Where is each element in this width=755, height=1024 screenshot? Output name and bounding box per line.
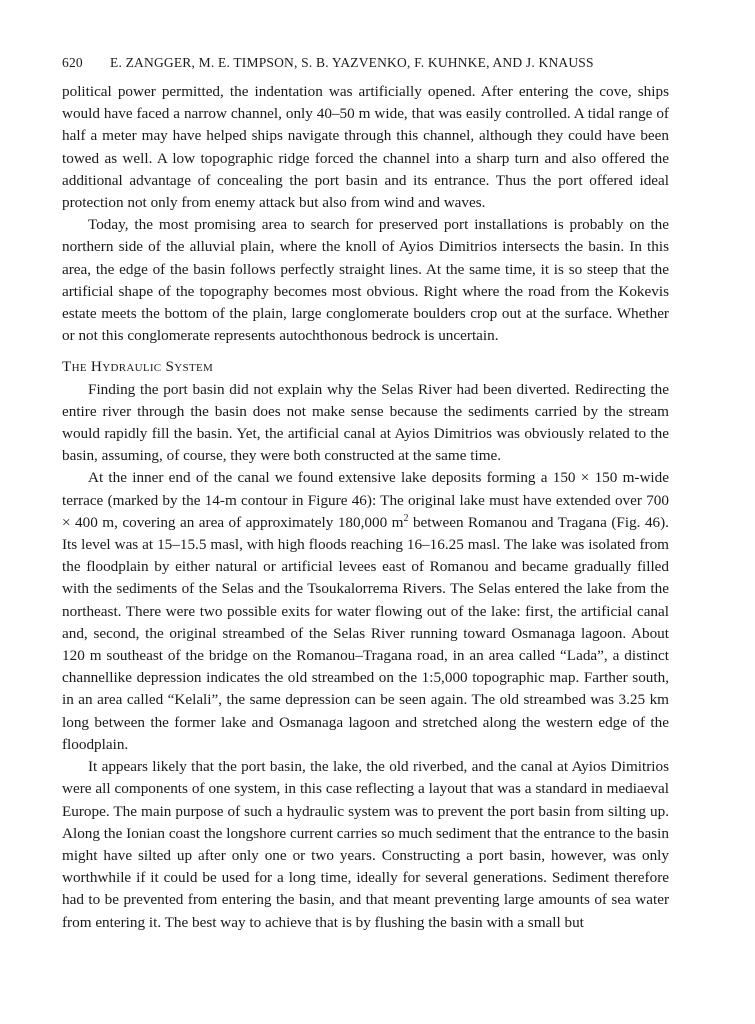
paragraph-hydraulic-system: It appears likely that the port basin, the lake, the old riverbed, and the canal at Ayios Dimitrios were all components of one system, in this case reflecting a layout that was a standard in mediaeval Europe. The main purpose of such a hydraulic system was to prevent the port basin from silting up. Along the Ionian coast the longshore current carries so much sediment that the entrance to the basin might have silted up after only one or two years. Constructing a port basin, however, was only worthwhile if it could be used for a long time, ideally for several generations. Sediment therefore had to be prevented from entering the basin, and that meant preventing large amounts of sea water from entering it. The best way to achieve that is by flushing the basin with a small but (62, 758, 669, 931)
lake-deposits-text-part2: between Romanou and Tragana (Fig. 46). Its level was at 15–15.5 masl, with high floods reaching 16–16.25 masl. The lake was isolated from the floodplain by either natural or artificial levees east of Romanou and became gradually filled with the sediments of the Selas and the Tsoukalorrema Rivers. The Selas entered the lake from the northeast. There were two possible exits for water flowing out of the lake: first, the artificial canal and, second, the original streambed of the Selas River running toward Osmanaga lagoon. About 120 m southeast of the bridge on the Romanou–Tragana road, in an area called “Lada”, a distinct channellike depression indicates the old streambed on the 1:5,000 topographic map. Farther south, in an area called “Kelali”, the same depression can be seen again. The old streambed was 3.25 km long between the former lake and Osmanaga lagoon and stretched along the western edge of the floodplain. (62, 513, 669, 753)
document-page (62, 55, 669, 934)
paragraph-port-basin: Finding the port basin did not explain why the Selas River had been diverted. Redirecting the entire river through the basin does not make sense because the sediments carried by the stream would rapidly fill the basin. Yet, the artificial canal at Ayios Dimitrios was obviously related to the basin, assuming, of course, they were both constructed at the same time. (62, 380, 669, 465)
paragraph-continued: political power permitted, the indentation was artificially opened. After entering the cove, ships would have faced a narrow channel, only 40–50 m wide, that was easily controlled. A tidal range of half a meter may have helped ships navigate through this channel, although they could have been towed as well. A low topographic ridge forced the channel into a sharp turn and also offered the additional advantage of concealing the port basin and its entrance. Thus the port offered ideal protection not only from enemy attack but also from wind and waves. (62, 83, 669, 212)
section-heading: The Hydraulic System (62, 358, 214, 376)
paragraph-lake-deposits (62, 467, 669, 756)
running-head (62, 55, 669, 75)
superscript-two: 2 (403, 512, 409, 524)
lake-deposits-text-part1: At the inner end of the canal we found extensive lake deposits forming a 150 × 150 m-wide terrace (marked by the 14-m contour in Figure 46): The original lake must have extended over 700 × 400 m, covering an area of approximately 180,000 m (62, 469, 669, 531)
paragraph-port-installations: Today, the most promising area to search for preserved port installations is probably on the northern side of the alluvial plain, where the knoll of Ayios Dimitrios intersects the basin. In this area, the edge of the basin follows perfectly straight lines. At the same time, it is so steep that the artificial shape of the topography becomes most obvious. Right where the road from the Kokevis estate meets the bottom of the plain, large conglomerate boulders crop out at the surface. Whether or not this conglomerate represents autochthonous bedrock is uncertain. (62, 216, 669, 345)
running-head-authors: E. ZANGGER, M. E. TIMPSON, S. B. YAZVENKO, F. KUHNKE, AND J. KNAUSS (110, 55, 594, 70)
page-number: 620 (62, 55, 83, 70)
